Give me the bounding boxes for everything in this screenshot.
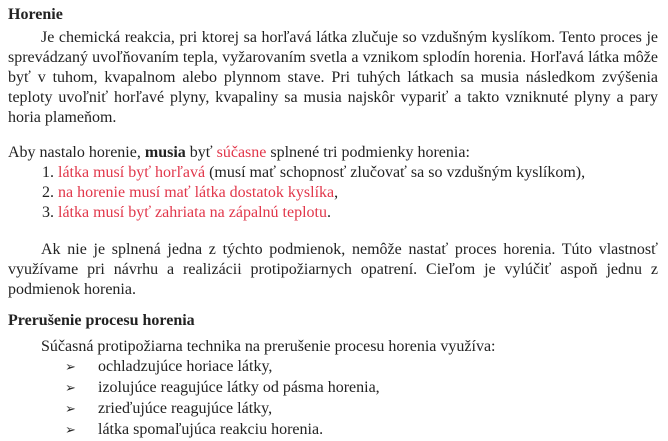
technique-item-3 [65,399,658,420]
intro-mid-text: byť [185,144,217,161]
techniques-intro-line: Súčasná protipožiarna technika na prerušenie procesu horenia využíva: [41,338,496,355]
condition-red-text: látka musí byť zahriata na zápalnú teplotu [58,204,327,221]
technique-text: látka spomaľujúca reakciu horenia. [98,421,324,438]
technique-item-1 [65,357,658,378]
intro-pre-text: Aby nastalo horenie, [8,144,145,161]
condition-item-2 [42,183,658,203]
technique-item-2 [65,378,658,399]
condition-red-text: na horenie musí mať látka dostatok kyslíka [58,184,335,201]
intro-red-sucasne: súčasne [216,144,267,161]
conditions-intro-line [8,143,658,163]
technique-text: zrieďujúce reagujúce látky, [98,400,273,417]
condition-item-3 [42,203,658,223]
paragraph-combustion-definition: Je chemická reakcia, pri ktorej sa horľavá látka zlučuje so vzdušným kyslíkom. Tento proces je sprevádzaný uvoľňovaním tepla, vyžarovaním svetla a vznikom splodín horenia. Horľavá látka môže byť v tuhom, kvapalnom alebo plynnom stave. Pri tuhých látkach sa musia následkom zvýšenia teploty uvoľniť horľavé plyny, kvapaliny sa musia najskôr vypariť a takto vzniknuté plyny a pary horia plameňom. [8,29,658,126]
technique-item-4 [65,420,658,441]
paragraph-condition-removal: Ak nie je splnená jedna z týchto podmienok, nemôže nastať proces horenia. Túto vlastnosť využívame pri návrhu a realizácii protipožiarnych opatrení. Cieľom je vylúčiť aspoň jednu z podmienok horenia. [8,241,658,298]
condition-item-1 [42,163,658,183]
arrow-bullet-icon: ➢ [65,360,76,375]
arrow-bullet-icon: ➢ [65,423,76,438]
techniques-list [8,357,658,441]
conditions-list [8,163,658,223]
condition-number: 3. [42,204,54,221]
technique-text: ochladzujúce horiace látky, [98,358,273,375]
intro-post-text: splnené tri podmienky horenia: [266,144,470,161]
technique-text: izolujúce reagujúce látky od pásma horenia, [98,379,380,396]
arrow-bullet-icon: ➢ [65,381,76,396]
section-heading-prerusenie: Prerušenie procesu horenia [8,312,195,329]
condition-red-text: látka musí byť horľavá [58,164,206,181]
condition-number: 1. [42,164,54,181]
condition-black-text: . [326,204,331,221]
intro-bold-musia: musia [144,144,186,161]
condition-number: 2. [42,184,54,201]
section-heading-horenie: Horenie [8,6,63,23]
condition-black-text: (musí mať schopnosť zlučovať sa so vzdušným kyslíkom), [205,164,586,181]
arrow-bullet-icon: ➢ [65,402,76,417]
condition-black-text: , [334,184,339,201]
